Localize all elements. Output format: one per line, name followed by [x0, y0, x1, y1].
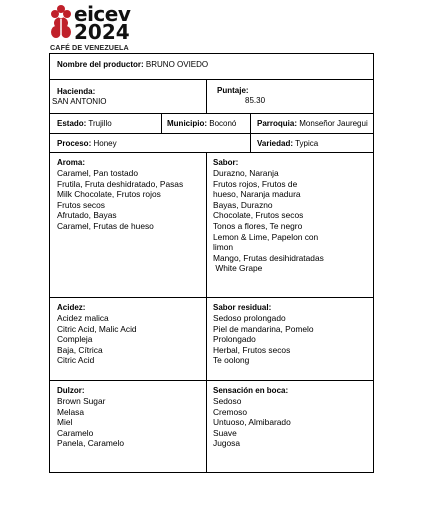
list-item: Citric Acid, Malic Acid: [57, 323, 137, 334]
sweetness-label: Dulzor:: [57, 386, 85, 395]
list-item: Citric Acid: [57, 355, 95, 366]
list-item: Milk Chocolate, Frutos rojos: [57, 189, 161, 200]
municipality-value: Boconó: [209, 119, 237, 128]
list-item: Acidez malica: [57, 313, 109, 323]
logo-subtitle: CAFÉ DE VENEZUELA: [50, 43, 129, 52]
mouthfeel-section: [213, 386, 291, 449]
aroma-label: Aroma:: [57, 158, 86, 167]
cupping-form: [49, 53, 374, 473]
acidity-label: Acidez:: [57, 303, 86, 312]
acidity-section: [57, 303, 137, 366]
list-item: Baja, Cítrica: [57, 344, 103, 355]
producer-label: Nombre del productor:: [57, 60, 144, 69]
list-item: Panela, Caramelo: [57, 438, 125, 449]
producer-row: [50, 54, 373, 80]
state-municipality-divider: [161, 114, 162, 134]
list-item: White Grape: [213, 263, 263, 274]
list-item: Te oolong: [213, 355, 250, 366]
municipality-field: [167, 119, 236, 129]
list-item: Suave: [213, 427, 237, 438]
variety-field: [257, 139, 318, 149]
farm-value: SAN ANTONIO: [52, 97, 107, 106]
coffee-flower-logo-icon: [49, 3, 73, 41]
aftertaste-section: [213, 303, 314, 366]
list-item: Sedoso: [213, 396, 242, 406]
process-variety-row: [50, 134, 373, 153]
acidity-list: [57, 313, 137, 366]
sweetness-section: [57, 386, 124, 449]
list-item: hueso, Naranja madura: [213, 189, 301, 200]
variety-label: Variedad:: [257, 139, 294, 148]
farm-score-divider: [206, 80, 207, 114]
list-item: Melasa: [57, 406, 84, 417]
list-item: Lemon & Lime, Papelon con: [213, 231, 319, 242]
list-item: Piel de mandarina, Pomelo: [213, 323, 314, 334]
flavor-list: [213, 168, 324, 274]
farm-label: Hacienda:: [57, 87, 96, 96]
process-label: Proceso:: [57, 139, 92, 148]
list-item: Frutos secos: [57, 199, 105, 210]
location-row: [50, 114, 373, 134]
sweetness-list: [57, 396, 124, 449]
municipality-label: Municipio:: [167, 119, 207, 128]
municipality-parish-divider: [250, 114, 251, 134]
list-item: Caramelo: [57, 427, 94, 438]
mouthfeel-label: Sensación en boca:: [213, 386, 289, 395]
aftertaste-list: [213, 313, 314, 366]
aftertaste-label: Sabor residual:: [213, 303, 272, 312]
parish-field: [257, 119, 368, 129]
section-column-divider: [206, 153, 207, 472]
list-item: Compleja: [57, 334, 93, 345]
list-item: Caramel, Frutas de hueso: [57, 220, 154, 231]
list-item: Frutila, Fruta deshidratado, Pasas: [57, 178, 184, 189]
parish-label: Parroquia:: [257, 119, 298, 128]
aroma-section: [57, 158, 183, 232]
list-item: Jugosa: [213, 438, 241, 449]
list-item: Untuoso, Almibarado: [213, 417, 291, 428]
list-item: Tonos a flores, Te negro: [213, 220, 303, 231]
aroma-flavor-row: [50, 153, 373, 298]
list-item: Chocolate, Frutos secos: [213, 210, 304, 221]
state-value: Trujillo: [88, 119, 112, 128]
eicev-logo: [49, 3, 169, 53]
logo-year: 2024: [74, 20, 130, 44]
farm-score-row: [50, 80, 373, 114]
aroma-list: [57, 168, 183, 232]
variety-value: Typica: [295, 139, 319, 148]
list-item: Mango, Frutas desihidratadas: [213, 252, 324, 263]
producer-value: BRUNO OVIEDO: [145, 60, 209, 69]
process-variety-divider: [250, 134, 251, 153]
score-label: Puntaje:: [217, 86, 249, 95]
acidity-aftertaste-row: [50, 298, 373, 381]
list-item: Brown Sugar: [57, 396, 106, 406]
list-item: Herbal, Frutos secos: [213, 344, 291, 355]
process-value: Honey: [93, 139, 117, 148]
list-item: Miel: [57, 417, 73, 428]
list-item: Cremoso: [213, 406, 247, 417]
mouthfeel-list: [213, 396, 291, 449]
sweetness-mouthfeel-row: [50, 381, 373, 472]
parish-value: Monseñor Jauregui: [299, 119, 368, 128]
list-item: Frutos rojos, Frutos de: [213, 178, 298, 189]
list-item: Caramel, Pan tostado: [57, 168, 139, 178]
flavor-section: [213, 158, 324, 274]
process-field: [57, 139, 117, 149]
flavor-label: Sabor:: [213, 158, 239, 167]
score-value: 85.30: [245, 96, 266, 105]
list-item: Durazno, Naranja: [213, 168, 279, 178]
producer-field: [57, 60, 208, 70]
state-label: Estado:: [57, 119, 87, 128]
list-item: limon: [213, 242, 234, 253]
list-item: Bayas, Durazno: [213, 199, 273, 210]
list-item: Prolongado: [213, 334, 256, 345]
state-field: [57, 119, 112, 129]
list-item: Afrutado, Bayas: [57, 210, 117, 221]
list-item: Sedoso prolongado: [213, 313, 286, 323]
logo-wordmark: eicev: [74, 2, 131, 26]
